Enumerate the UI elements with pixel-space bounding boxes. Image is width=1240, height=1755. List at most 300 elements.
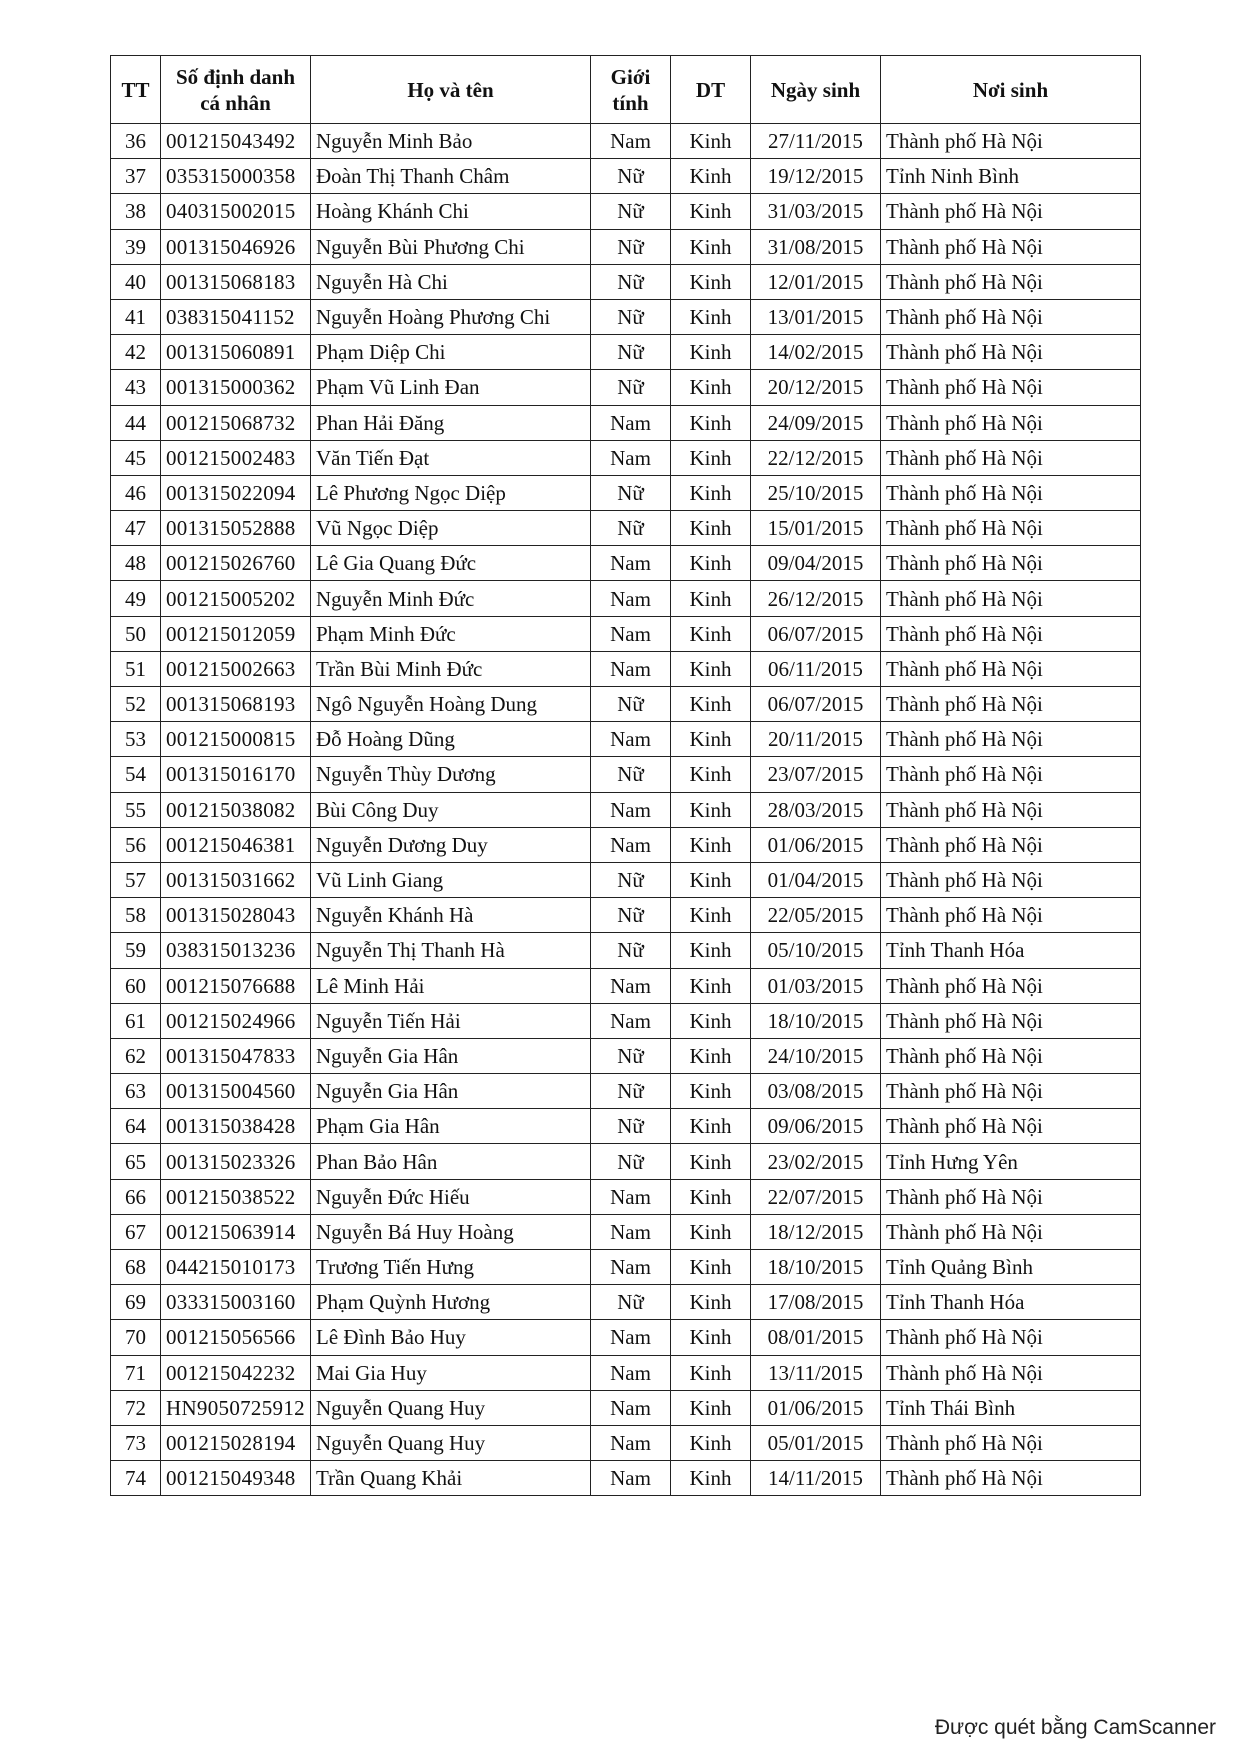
cell-ethnicity: Kinh [671,1038,751,1073]
table-row [111,299,1141,334]
cell-id: 040315002015 [161,194,311,229]
cell-dob: 06/07/2015 [751,616,881,651]
cell-name: Phạm Minh Đức [311,616,591,651]
cell-birthplace: Thành phố Hà Nội [881,792,1141,827]
table-row [111,440,1141,475]
cell-dob: 01/06/2015 [751,827,881,862]
cell-gender: Nam [591,1214,671,1249]
cell-gender: Nữ [591,1038,671,1073]
table-row [111,651,1141,686]
cell-gender: Nữ [591,159,671,194]
cell-name: Nguyễn Bùi Phương Chi [311,229,591,264]
cell-tt: 50 [111,616,161,651]
cell-name: Lê Minh Hải [311,968,591,1003]
table-row [111,687,1141,722]
cell-id: 001215005202 [161,581,311,616]
cell-birthplace: Thành phố Hà Nội [881,264,1141,299]
cell-id: 001315023326 [161,1144,311,1179]
table-row [111,757,1141,792]
cell-gender: Nữ [591,194,671,229]
cell-dob: 05/10/2015 [751,933,881,968]
cell-name: Lê Gia Quang Đức [311,546,591,581]
cell-id: 001215028194 [161,1425,311,1460]
cell-birthplace: Thành phố Hà Nội [881,1109,1141,1144]
table-row [111,511,1141,546]
cell-ethnicity: Kinh [671,1355,751,1390]
table-row [111,1390,1141,1425]
cell-tt: 62 [111,1038,161,1073]
cell-birthplace: Thành phố Hà Nội [881,722,1141,757]
cell-tt: 64 [111,1109,161,1144]
cell-dob: 03/08/2015 [751,1074,881,1109]
cell-id: 001315004560 [161,1074,311,1109]
cell-gender: Nữ [591,898,671,933]
cell-id: 001315028043 [161,898,311,933]
cell-dob: 28/03/2015 [751,792,881,827]
cell-tt: 45 [111,440,161,475]
cell-ethnicity: Kinh [671,1003,751,1038]
cell-dob: 20/11/2015 [751,722,881,757]
cell-name: Phan Hải Đăng [311,405,591,440]
cell-ethnicity: Kinh [671,370,751,405]
cell-birthplace: Thành phố Hà Nội [881,511,1141,546]
cell-birthplace: Thành phố Hà Nội [881,405,1141,440]
cell-id: 001215043492 [161,124,311,159]
cell-gender: Nam [591,827,671,862]
cell-gender: Nam [591,546,671,581]
table-row [111,1179,1141,1214]
cell-birthplace: Thành phố Hà Nội [881,229,1141,264]
cell-tt: 57 [111,862,161,897]
cell-tt: 70 [111,1320,161,1355]
cell-ethnicity: Kinh [671,1214,751,1249]
cell-ethnicity: Kinh [671,1144,751,1179]
cell-gender: Nữ [591,264,671,299]
cell-id: 001315068183 [161,264,311,299]
table-row [111,792,1141,827]
cell-name: Nguyễn Quang Huy [311,1390,591,1425]
header-name: Họ và tên [311,56,591,124]
cell-ethnicity: Kinh [671,933,751,968]
cell-id: 001215042232 [161,1355,311,1390]
table-row [111,546,1141,581]
cell-ethnicity: Kinh [671,687,751,722]
cell-tt: 46 [111,475,161,510]
cell-tt: 44 [111,405,161,440]
cell-ethnicity: Kinh [671,124,751,159]
cell-gender: Nam [591,722,671,757]
cell-dob: 22/07/2015 [751,1179,881,1214]
cell-id: 001215038082 [161,792,311,827]
cell-birthplace: Tỉnh Ninh Bình [881,159,1141,194]
cell-name: Đỗ Hoàng Dũng [311,722,591,757]
table-body [111,124,1141,1496]
cell-dob: 31/08/2015 [751,229,881,264]
cell-name: Vũ Ngọc Diệp [311,511,591,546]
cell-ethnicity: Kinh [671,1425,751,1460]
cell-dob: 26/12/2015 [751,581,881,616]
cell-dob: 24/10/2015 [751,1038,881,1073]
cell-dob: 25/10/2015 [751,475,881,510]
cell-birthplace: Thành phố Hà Nội [881,651,1141,686]
cell-dob: 01/04/2015 [751,862,881,897]
cell-id: 001215000815 [161,722,311,757]
cell-dob: 17/08/2015 [751,1285,881,1320]
cell-name: Mai Gia Huy [311,1355,591,1390]
cell-id: 001215063914 [161,1214,311,1249]
cell-tt: 66 [111,1179,161,1214]
cell-tt: 67 [111,1214,161,1249]
table-row [111,968,1141,1003]
cell-birthplace: Thành phố Hà Nội [881,687,1141,722]
table-row [111,194,1141,229]
cell-birthplace: Thành phố Hà Nội [881,898,1141,933]
table-row [111,124,1141,159]
cell-ethnicity: Kinh [671,1390,751,1425]
cell-gender: Nữ [591,1285,671,1320]
cell-ethnicity: Kinh [671,405,751,440]
table-row [111,898,1141,933]
cell-id: 035315000358 [161,159,311,194]
cell-gender: Nam [591,1461,671,1496]
cell-gender: Nam [591,1320,671,1355]
cell-gender: Nam [591,616,671,651]
cell-name: Nguyễn Thị Thanh Hà [311,933,591,968]
cell-gender: Nam [591,1425,671,1460]
cell-birthplace: Thành phố Hà Nội [881,1425,1141,1460]
cell-gender: Nam [591,651,671,686]
cell-tt: 47 [111,511,161,546]
cell-tt: 55 [111,792,161,827]
cell-ethnicity: Kinh [671,159,751,194]
cell-gender: Nữ [591,933,671,968]
cell-ethnicity: Kinh [671,335,751,370]
cell-name: Trần Quang Khải [311,1461,591,1496]
cell-ethnicity: Kinh [671,722,751,757]
cell-name: Trần Bùi Minh Đức [311,651,591,686]
cell-ethnicity: Kinh [671,229,751,264]
cell-ethnicity: Kinh [671,862,751,897]
cell-id: 001215012059 [161,616,311,651]
cell-name: Phạm Diệp Chi [311,335,591,370]
cell-name: Lê Đình Bảo Huy [311,1320,591,1355]
cell-tt: 53 [111,722,161,757]
cell-tt: 65 [111,1144,161,1179]
table-row [111,1144,1141,1179]
cell-tt: 37 [111,159,161,194]
cell-gender: Nam [591,1355,671,1390]
cell-id: 001315038428 [161,1109,311,1144]
cell-ethnicity: Kinh [671,546,751,581]
cell-gender: Nữ [591,1144,671,1179]
cell-birthplace: Thành phố Hà Nội [881,1038,1141,1073]
cell-dob: 19/12/2015 [751,159,881,194]
table-row [111,933,1141,968]
cell-name: Lê Phương Ngọc Diệp [311,475,591,510]
cell-gender: Nam [591,405,671,440]
cell-birthplace: Thành phố Hà Nội [881,1461,1141,1496]
cell-id: 001215026760 [161,546,311,581]
cell-name: Ngô Nguyễn Hoàng Dung [311,687,591,722]
cell-tt: 49 [111,581,161,616]
cell-ethnicity: Kinh [671,1109,751,1144]
cell-ethnicity: Kinh [671,792,751,827]
cell-name: Nguyễn Minh Đức [311,581,591,616]
cell-dob: 13/01/2015 [751,299,881,334]
table-row [111,616,1141,651]
cell-id: 001315052888 [161,511,311,546]
cell-ethnicity: Kinh [671,299,751,334]
header-gender: Giới tính [591,56,671,124]
cell-gender: Nam [591,581,671,616]
cell-birthplace: Thành phố Hà Nội [881,1003,1141,1038]
cell-dob: 05/01/2015 [751,1425,881,1460]
table-row [111,1250,1141,1285]
table-row [111,1425,1141,1460]
cell-ethnicity: Kinh [671,1320,751,1355]
cell-birthplace: Thành phố Hà Nội [881,370,1141,405]
cell-dob: 09/04/2015 [751,546,881,581]
cell-birthplace: Thành phố Hà Nội [881,827,1141,862]
cell-tt: 56 [111,827,161,862]
cell-tt: 38 [111,194,161,229]
cell-name: Phan Bảo Hân [311,1144,591,1179]
cell-dob: 09/06/2015 [751,1109,881,1144]
cell-id: 001315022094 [161,475,311,510]
cell-tt: 74 [111,1461,161,1496]
cell-dob: 23/07/2015 [751,757,881,792]
cell-ethnicity: Kinh [671,1285,751,1320]
cell-gender: Nữ [591,335,671,370]
cell-tt: 68 [111,1250,161,1285]
table-row [111,1461,1141,1496]
cell-tt: 71 [111,1355,161,1390]
cell-tt: 40 [111,264,161,299]
cell-birthplace: Thành phố Hà Nội [881,1179,1141,1214]
table-row [111,1320,1141,1355]
cell-tt: 54 [111,757,161,792]
cell-tt: 42 [111,335,161,370]
cell-ethnicity: Kinh [671,511,751,546]
cell-tt: 52 [111,687,161,722]
header-ethnicity: DT [671,56,751,124]
cell-dob: 18/12/2015 [751,1214,881,1249]
cell-dob: 06/07/2015 [751,687,881,722]
cell-name: Trương Tiến Hưng [311,1250,591,1285]
cell-gender: Nữ [591,862,671,897]
cell-tt: 59 [111,933,161,968]
cell-tt: 58 [111,898,161,933]
cell-gender: Nữ [591,511,671,546]
cell-id: 001315016170 [161,757,311,792]
cell-id: 033315003160 [161,1285,311,1320]
table-row [111,229,1141,264]
cell-id: 001215002663 [161,651,311,686]
cell-name: Nguyễn Thùy Dương [311,757,591,792]
table-row [111,862,1141,897]
cell-birthplace: Thành phố Hà Nội [881,1214,1141,1249]
cell-name: Phạm Quỳnh Hương [311,1285,591,1320]
cell-name: Nguyễn Hà Chi [311,264,591,299]
cell-birthplace: Thành phố Hà Nội [881,1355,1141,1390]
cell-dob: 15/01/2015 [751,511,881,546]
cell-gender: Nữ [591,475,671,510]
cell-dob: 08/01/2015 [751,1320,881,1355]
header-birthplace: Nơi sinh [881,56,1141,124]
cell-dob: 06/11/2015 [751,651,881,686]
cell-gender: Nam [591,1179,671,1214]
cell-id: 001315000362 [161,370,311,405]
table-row [111,405,1141,440]
cell-name: Phạm Vũ Linh Đan [311,370,591,405]
cell-id: 001215046381 [161,827,311,862]
cell-ethnicity: Kinh [671,194,751,229]
table-row [111,1038,1141,1073]
cell-birthplace: Thành phố Hà Nội [881,1074,1141,1109]
cell-ethnicity: Kinh [671,898,751,933]
cell-id: 001315047833 [161,1038,311,1073]
cell-gender: Nam [591,440,671,475]
cell-dob: 31/03/2015 [751,194,881,229]
cell-tt: 51 [111,651,161,686]
cell-gender: Nữ [591,757,671,792]
cell-name: Nguyễn Tiến Hải [311,1003,591,1038]
header-tt: TT [111,56,161,124]
table-row [111,159,1141,194]
cell-dob: 18/10/2015 [751,1003,881,1038]
cell-ethnicity: Kinh [671,581,751,616]
cell-birthplace: Tỉnh Quảng Bình [881,1250,1141,1285]
cell-gender: Nữ [591,299,671,334]
cell-id: 001315068193 [161,687,311,722]
cell-tt: 41 [111,299,161,334]
cell-birthplace: Tỉnh Hưng Yên [881,1144,1141,1179]
cell-tt: 69 [111,1285,161,1320]
table-row [111,264,1141,299]
cell-name: Đoàn Thị Thanh Châm [311,159,591,194]
cell-name: Nguyễn Gia Hân [311,1038,591,1073]
cell-dob: 14/02/2015 [751,335,881,370]
table-row [111,1003,1141,1038]
cell-gender: Nam [591,1390,671,1425]
cell-dob: 20/12/2015 [751,370,881,405]
cell-id: 001215068732 [161,405,311,440]
table-row [111,1214,1141,1249]
cell-name: Nguyễn Dương Duy [311,827,591,862]
cell-gender: Nam [591,792,671,827]
cell-birthplace: Thành phố Hà Nội [881,546,1141,581]
table-row [111,722,1141,757]
cell-ethnicity: Kinh [671,1074,751,1109]
cell-dob: 13/11/2015 [751,1355,881,1390]
camscanner-watermark: Được quét bằng CamScanner [934,1716,1216,1739]
cell-birthplace: Thành phố Hà Nội [881,581,1141,616]
cell-name: Phạm Gia Hân [311,1109,591,1144]
cell-id: 001315060891 [161,335,311,370]
table-row [111,1285,1141,1320]
cell-birthplace: Thành phố Hà Nội [881,757,1141,792]
cell-birthplace: Thành phố Hà Nội [881,475,1141,510]
cell-birthplace: Thành phố Hà Nội [881,124,1141,159]
cell-tt: 61 [111,1003,161,1038]
cell-name: Vũ Linh Giang [311,862,591,897]
cell-ethnicity: Kinh [671,1461,751,1496]
cell-birthplace: Thành phố Hà Nội [881,616,1141,651]
cell-gender: Nữ [591,229,671,264]
cell-ethnicity: Kinh [671,264,751,299]
cell-name: Bùi Công Duy [311,792,591,827]
cell-ethnicity: Kinh [671,968,751,1003]
cell-ethnicity: Kinh [671,1179,751,1214]
cell-ethnicity: Kinh [671,440,751,475]
cell-dob: 01/03/2015 [751,968,881,1003]
cell-dob: 22/12/2015 [751,440,881,475]
cell-birthplace: Tỉnh Thanh Hóa [881,933,1141,968]
cell-name: Văn Tiến Đạt [311,440,591,475]
cell-birthplace: Thành phố Hà Nội [881,1320,1141,1355]
cell-tt: 73 [111,1425,161,1460]
cell-birthplace: Thành phố Hà Nội [881,862,1141,897]
cell-ethnicity: Kinh [671,475,751,510]
table-row [111,827,1141,862]
cell-tt: 72 [111,1390,161,1425]
cell-birthplace: Tỉnh Thanh Hóa [881,1285,1141,1320]
cell-dob: 27/11/2015 [751,124,881,159]
header-dob: Ngày sinh [751,56,881,124]
cell-gender: Nam [591,1250,671,1285]
table-row [111,370,1141,405]
cell-tt: 36 [111,124,161,159]
cell-birthplace: Thành phố Hà Nội [881,968,1141,1003]
cell-dob: 12/01/2015 [751,264,881,299]
cell-name: Hoàng Khánh Chi [311,194,591,229]
cell-ethnicity: Kinh [671,651,751,686]
cell-gender: Nam [591,124,671,159]
cell-id: 001215002483 [161,440,311,475]
cell-dob: 18/10/2015 [751,1250,881,1285]
cell-dob: 22/05/2015 [751,898,881,933]
table-header-row [111,56,1141,124]
cell-birthplace: Thành phố Hà Nội [881,194,1141,229]
cell-ethnicity: Kinh [671,757,751,792]
cell-name: Nguyễn Gia Hân [311,1074,591,1109]
cell-name: Nguyễn Bá Huy Hoàng [311,1214,591,1249]
cell-gender: Nữ [591,1074,671,1109]
cell-name: Nguyễn Đức Hiếu [311,1179,591,1214]
cell-tt: 43 [111,370,161,405]
cell-birthplace: Thành phố Hà Nội [881,299,1141,334]
cell-tt: 48 [111,546,161,581]
cell-id: 001215056566 [161,1320,311,1355]
cell-ethnicity: Kinh [671,1250,751,1285]
cell-dob: 24/09/2015 [751,405,881,440]
cell-birthplace: Tỉnh Thái Bình [881,1390,1141,1425]
cell-id: HN9050725912 [161,1390,311,1425]
cell-gender: Nữ [591,687,671,722]
cell-gender: Nam [591,1003,671,1038]
cell-ethnicity: Kinh [671,616,751,651]
cell-dob: 14/11/2015 [751,1461,881,1496]
cell-birthplace: Thành phố Hà Nội [881,335,1141,370]
cell-gender: Nữ [591,370,671,405]
table-row [111,1355,1141,1390]
cell-tt: 63 [111,1074,161,1109]
cell-gender: Nam [591,968,671,1003]
cell-name: Nguyễn Khánh Hà [311,898,591,933]
student-roster-table [110,55,1141,1496]
cell-name: Nguyễn Minh Bảo [311,124,591,159]
cell-dob: 01/06/2015 [751,1390,881,1425]
